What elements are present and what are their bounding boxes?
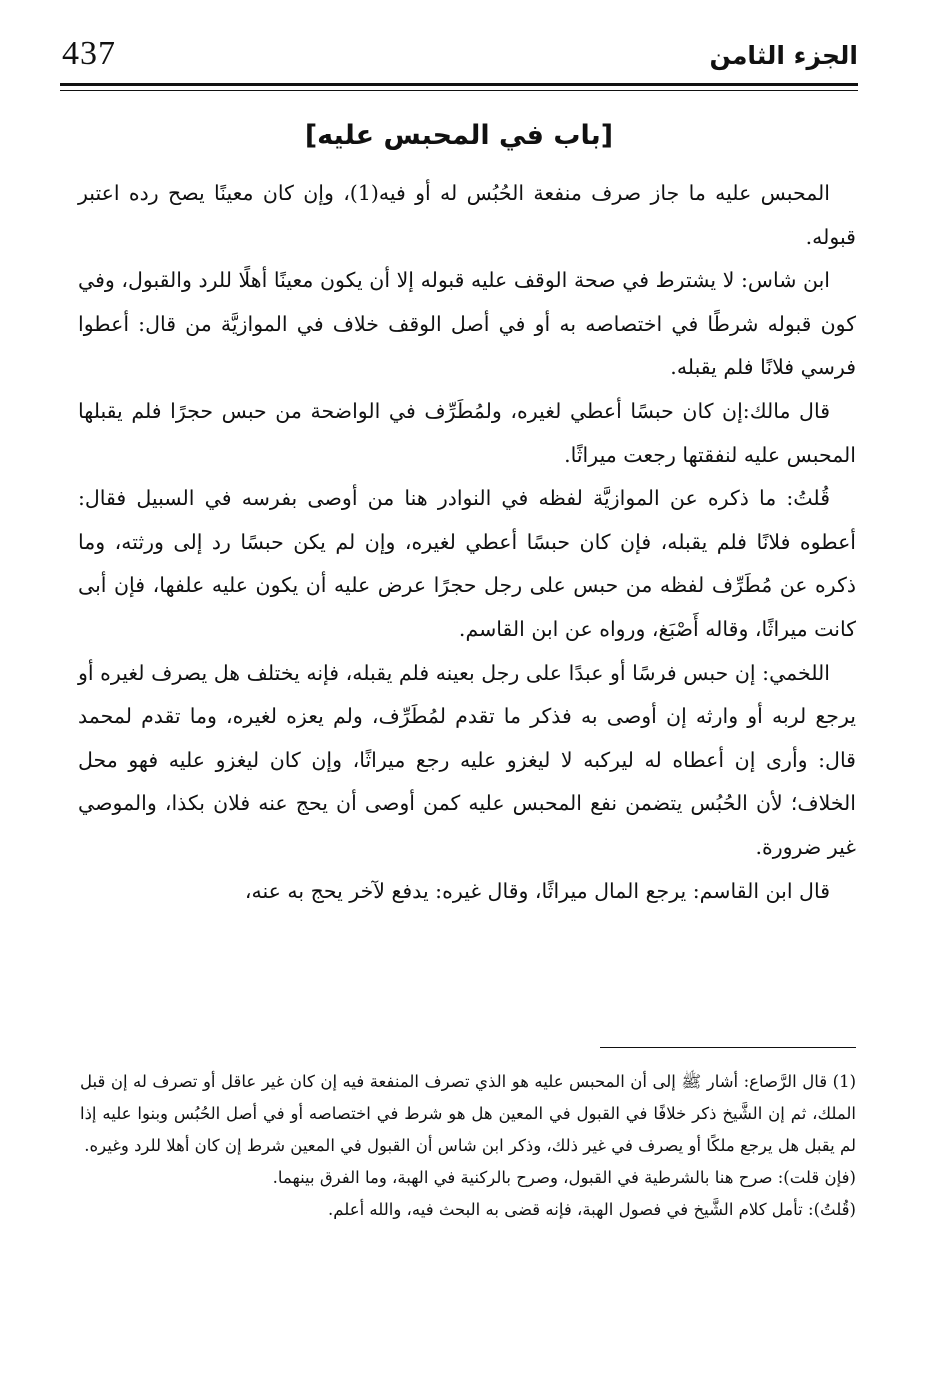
footnote: (قُلتُ): تأمل كلام الشَّيخ في فصول الهبة، فإنه قضى به البحث فيه، والله أعلم. — [328, 1200, 856, 1219]
paragraph: اللخمي: إن حبس فرسًا أو عبدًا على رجل بعينه فلم يقبله، فإنه يختلف هل يصرف لغيره أو يرجع لربه أو وارثه إن أوصى به فذكر ما تقدم لمُطَرِّف، ولم يعزه لغيره، وما تقدم لمحمد قال: وأرى إن أعطاه له ليركبه لا ليغزو عليه رجع ميراثًا، وإن كان ليغزو عليه فهو محل الخلاف؛ لأن الحُبُس يتضمن نفع المحبس عليه كمن أوصى أن يحج عنه فلان بكذا، والموصي غير ضرورة. — [78, 660, 856, 859]
header-rule-thin — [60, 90, 858, 91]
header-rule-thick — [60, 83, 858, 86]
body-text — [78, 172, 856, 913]
paragraph: قال ابن القاسم: يرجع المال ميراثًا، وقال غيره: يدفع لآخر يحج به عنه، — [244, 878, 830, 903]
paragraph: المحبس عليه ما جاز صرف منفعة الحُبُس له أو فيه(1)، وإن كان معينًا يصح رده اعتبر قبوله. — [78, 181, 856, 249]
footnote: (فإن قلت): صرح هنا بالشرطية في القبول، وصرح بالركنية في الهبة، وما الفرق بينهما. — [272, 1168, 856, 1187]
paragraph: ابن شاس: لا يشترط في صحة الوقف عليه قبوله إلا أن يكون معينًا أهلًا للرد والقبول، وفي كون قبوله شرطًا في اختصاصه به أو في أصل الوقف خلاف في الموازيَّة من قال: أعطوا فرسي فلانًا فلم يقبله. — [78, 268, 856, 380]
footnote: (1) قال الرَّصاع: أشار ﷺ إلى أن المحبس عليه هو الذي تصرف المنفعة فيه إن كان غير عاقل أو تصرف له إن قبل الملك، ثم إن الشَّيخ ذكر خلافًا في القبول في المعين هل هو شرط في اختصاصه أو في أصل الحُبُس وبنوا عليه إذا لم يقبل هل يرجع ملكًا أو يصرف في غير ذلك، وذكر ابن شاس أن القبول في المعين شرط إن كان أهلا للرد وغيره. — [80, 1072, 856, 1155]
paragraph: قال مالك:إن كان حبسًا أعطي لغيره، ولمُطَرِّف في الواضحة من حبس حجرًا فلم يقبلها المحبس عليه لنفقتها رجعت ميراثًا. — [78, 398, 856, 467]
footnotes — [80, 1066, 856, 1226]
page-header — [60, 30, 858, 78]
footnote-separator — [600, 1047, 856, 1048]
paragraph: قُلتُ: ما ذكره عن الموازيَّة لفظه في النوادر هنا من أوصى بفرسه في السبيل فقال: أعطوه فلانًا فلم يقبله، فإن كان حبسًا أعطي لغيره، وإن لم يكن حبسًا رد إلى ورثته، وما ذكره عن مُطَرِّف لفظه من حبس على رجل حجرًا عرض عليه أن يكون عليه علفها، فإن أبى كانت ميراثًا، وقاله أَصْبَغ، ورواه عن ابن القاسم. — [78, 486, 856, 641]
running-title: الجزء الثامن — [709, 41, 858, 70]
chapter-heading: [باب في المحبس عليه] — [304, 120, 614, 151]
page-number: 437 — [62, 35, 116, 72]
